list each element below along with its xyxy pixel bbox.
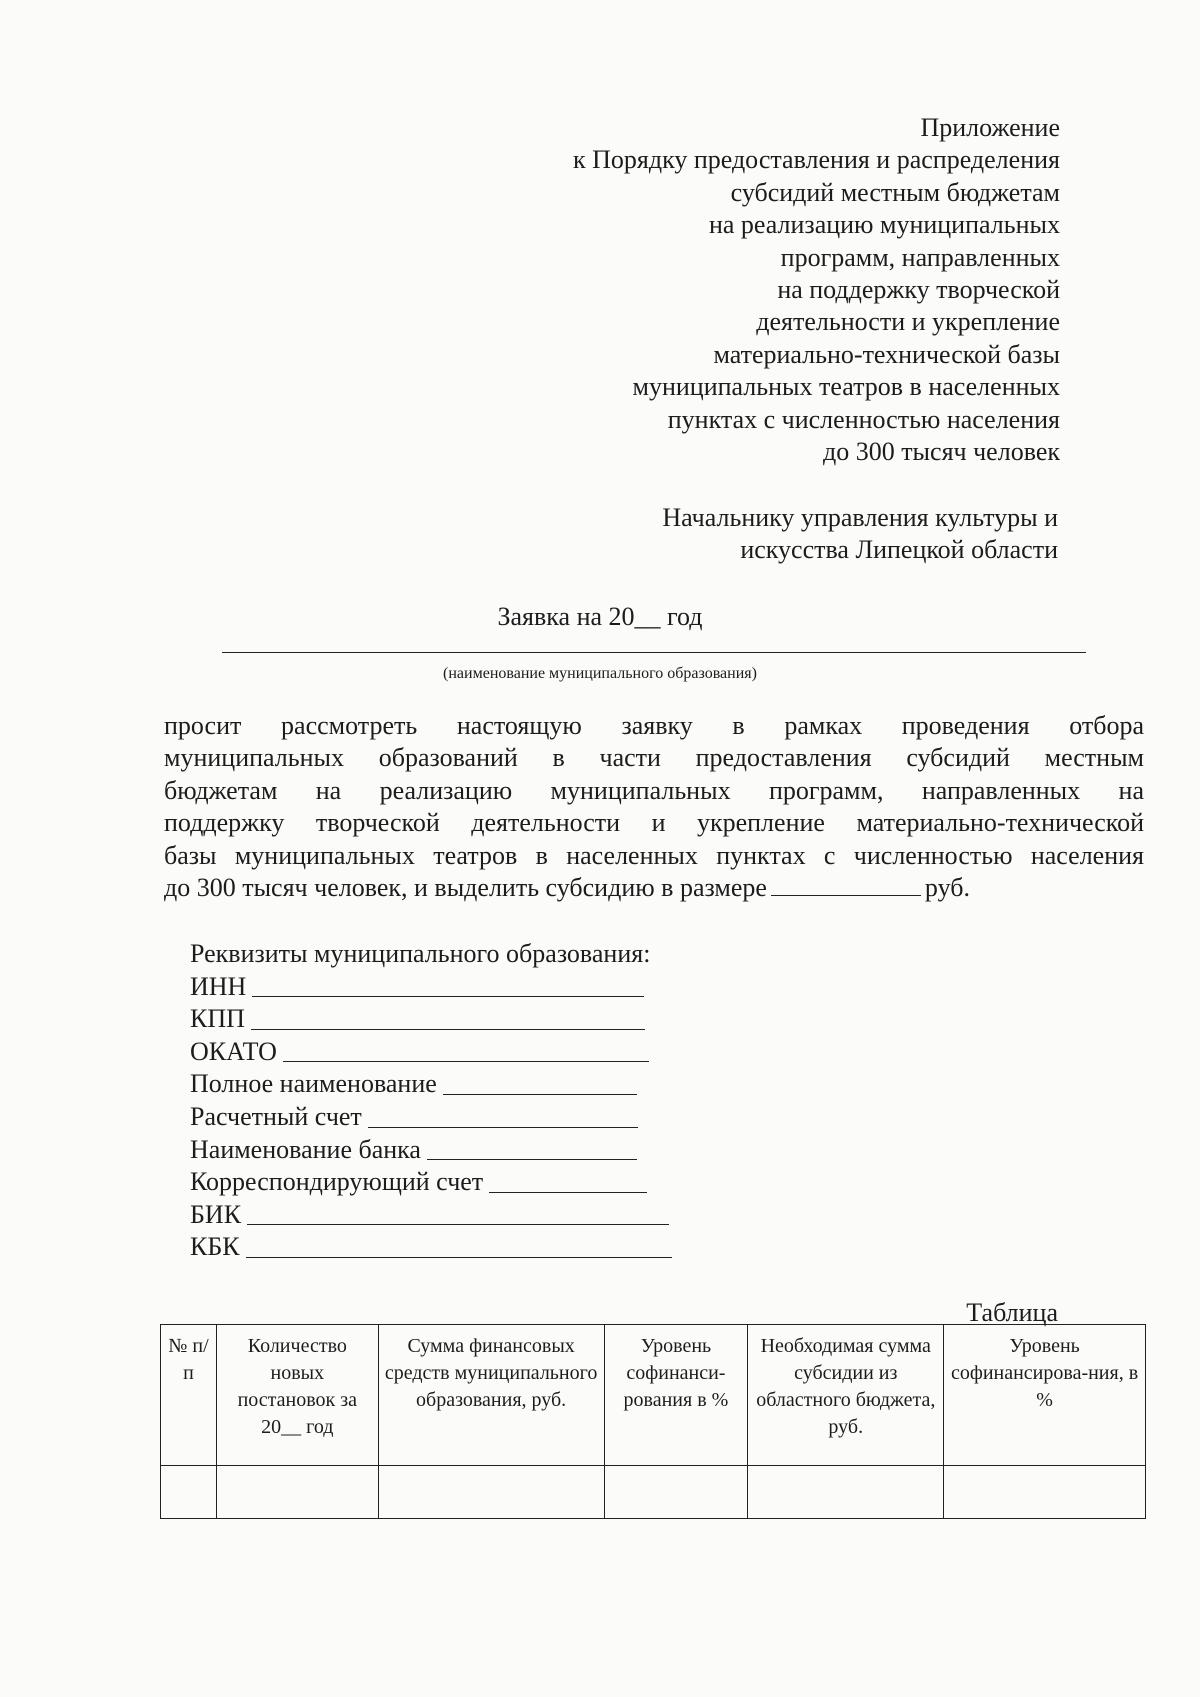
table-header-cell: Уровень софинансирова-ния, в % <box>944 1325 1146 1466</box>
table-caption: Таблица <box>966 1298 1058 1327</box>
paragraph-line: муниципальных образований в части предоставления субсидий местным <box>164 743 1144 773</box>
addressee-line: Начальнику управления культуры и <box>662 503 1058 532</box>
req-row-bik <box>190 1199 672 1232</box>
req-row-okato <box>190 1036 672 1069</box>
municipality-name-caption: (наименование муниципального образования) <box>443 665 757 682</box>
req-label: Корреспондирующий счет <box>190 1167 484 1197</box>
full-name-field[interactable] <box>443 1070 637 1095</box>
header-line: к Порядку предоставления и распределения <box>572 145 1060 175</box>
table-header-cell: Необходимая сумма субсидии из областного бюджета, руб. <box>748 1325 944 1466</box>
req-row-account <box>190 1101 672 1134</box>
table-header-cell: Количество новых постановок за 20__ год <box>216 1325 378 1466</box>
header-line: материально-технической базы <box>713 339 1060 369</box>
req-row-full-name <box>190 1068 672 1101</box>
subsidy-amount-field[interactable] <box>771 873 921 896</box>
req-label: БИК <box>190 1199 242 1229</box>
header-line: муниципальных театров в населенных <box>632 372 1060 402</box>
municipality-name-field[interactable] <box>222 652 1086 653</box>
okato-field[interactable] <box>283 1037 649 1062</box>
table-header-row <box>161 1325 1146 1466</box>
requisites-heading: Реквизиты муниципального образования: <box>190 939 651 968</box>
kbk-field[interactable] <box>246 1233 672 1258</box>
req-label: Полное наименование <box>190 1069 437 1099</box>
paragraph-last-line <box>164 872 1144 904</box>
header-line: деятельности и укрепление <box>756 307 1060 337</box>
paragraph-line: просит рассмотреть настоящую заявку в рамках проведения отбора <box>164 711 1144 740</box>
table-cell[interactable] <box>161 1466 217 1519</box>
paragraph-line: базы муниципальных театров в населенных пунктах с численностью населения <box>164 840 1144 870</box>
appendix-header <box>573 112 1060 468</box>
req-label: ИНН <box>190 971 247 1001</box>
req-label: КПП <box>190 1004 245 1034</box>
requisites-block <box>190 938 672 1264</box>
req-label: ОКАТО <box>190 1036 277 1066</box>
bank-name-field[interactable] <box>427 1135 637 1160</box>
req-label: КБК <box>190 1232 240 1262</box>
document-title: Заявка на 20__ год <box>497 602 703 631</box>
req-row-kbk <box>190 1231 672 1264</box>
header-line: на реализацию муниципальных <box>708 210 1060 240</box>
header-line: пунктах с численностью населения <box>667 404 1060 434</box>
req-label: Наименование банка <box>190 1134 421 1164</box>
table-header-cell: Сумма финансовых средств муниципального образования, руб. <box>378 1325 604 1466</box>
table-header-cell: № п/п <box>161 1325 217 1466</box>
paragraph-line: поддержку творческой деятельности и укрепление материально-технической <box>164 808 1144 838</box>
req-row-correspondent-account <box>190 1166 672 1199</box>
header-line: субсидий местным бюджетам <box>730 177 1060 207</box>
table-cell[interactable] <box>748 1466 944 1519</box>
table-cell[interactable] <box>378 1466 604 1519</box>
header-line: Приложение <box>920 113 1060 142</box>
table-row <box>161 1466 1146 1519</box>
req-row-kpp <box>190 1003 672 1036</box>
header-line: на поддержку творческой <box>777 275 1060 305</box>
table-cell[interactable] <box>604 1466 748 1519</box>
inn-field[interactable] <box>252 972 644 997</box>
subsidy-table <box>160 1324 1146 1519</box>
paragraph-line: бюджетам на реализацию муниципальных программ, направленных на <box>164 775 1144 805</box>
table-cell[interactable] <box>216 1466 378 1519</box>
addressee-line: искусства Липецкой области <box>740 535 1058 564</box>
table-header-cell: Уровень софинанси-рования в % <box>604 1325 748 1466</box>
req-row-inn <box>190 971 672 1004</box>
req-row-bank-name <box>190 1134 672 1167</box>
amount-currency: руб. <box>924 873 970 903</box>
amount-text-before: до 300 тысяч человек, и выделить субсидию в размере <box>164 873 767 903</box>
table-cell[interactable] <box>944 1466 1146 1519</box>
header-line: программ, направленных <box>780 242 1060 272</box>
header-line: до 300 тысяч человек <box>822 437 1060 467</box>
request-paragraph <box>164 710 1144 904</box>
account-field[interactable] <box>368 1103 638 1128</box>
addressee-block <box>662 502 1058 566</box>
req-label: Расчетный счет <box>190 1101 362 1131</box>
bik-field[interactable] <box>247 1200 669 1225</box>
correspondent-account-field[interactable] <box>489 1168 647 1193</box>
kpp-field[interactable] <box>251 1005 645 1030</box>
